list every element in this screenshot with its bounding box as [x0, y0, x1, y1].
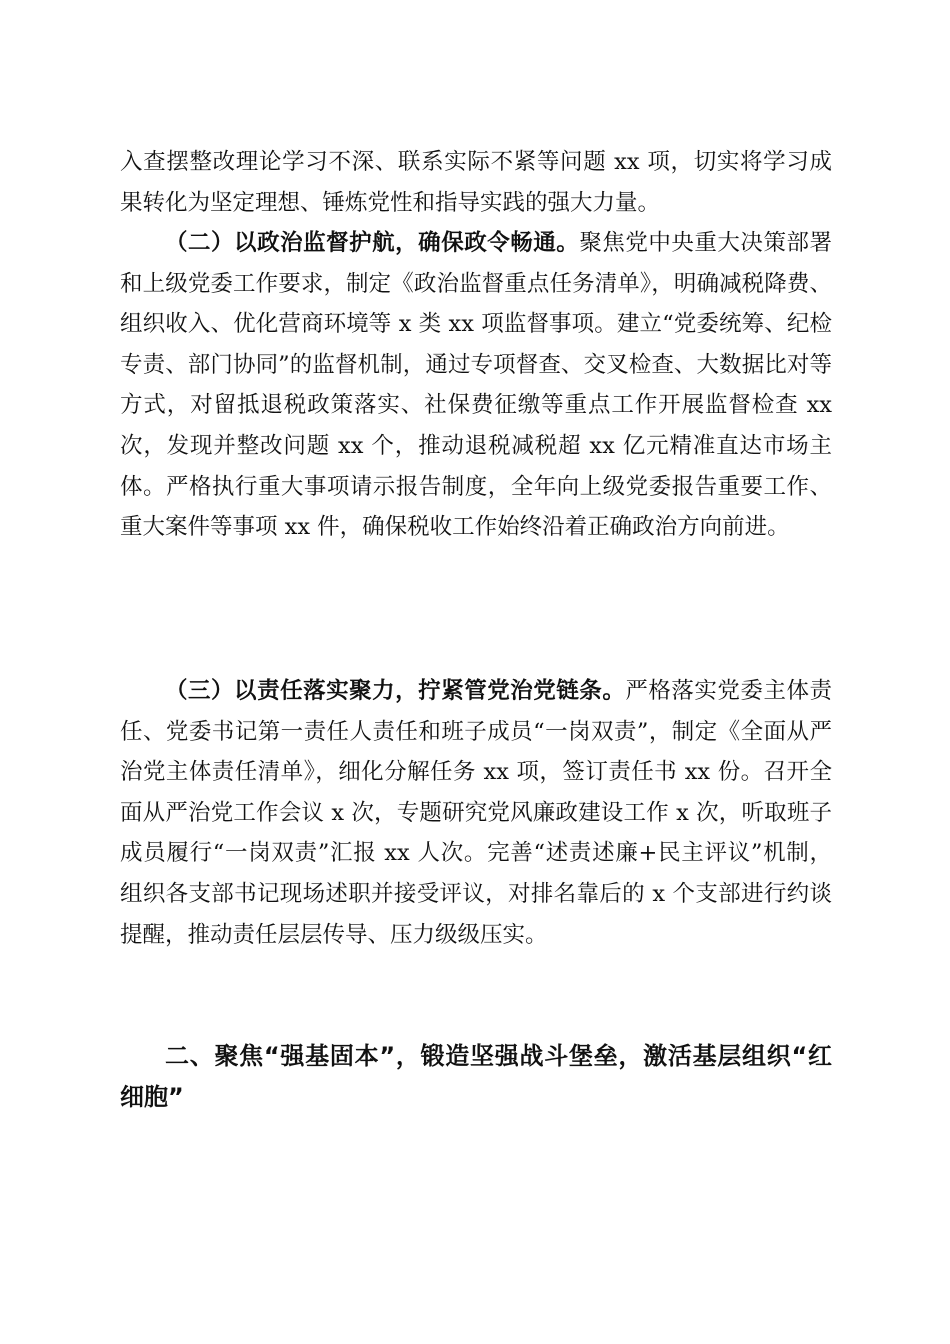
paragraph [120, 671, 832, 955]
paragraph-lead: （三）以责任落实聚力，拧紧管党治党链条。 [165, 678, 626, 704]
paragraph-body: 严格落实党委主体责任、党委书记第一责任人责任和班子成员“一岗双责”，制定《全面从严治党主体责任清单》，细化分解任务 xx 项，签订责任书 xx 份。召开全面从严治党工作会议 x 次，专题研究党风廉政建设工作 x 次，听取班子成员履行“一岗双责”汇报 xx 人次。完善“述责述廉+民主评议”机制，组织各支部书记现场述职并接受评议，对排名靠后的 x 个支部进行约谈提醒，推动责任层层传导、压力级级压实。 [120, 678, 832, 948]
paragraph-responsibility [120, 671, 832, 955]
paragraph-text: 入查摆整改理论学习不深、联系实际不紧等问题 xx 项，切实将学习成果转化为坚定理想、锤炼党性和指导实践的强大力量。 [120, 149, 832, 216]
paragraph [120, 223, 832, 548]
paragraph-lead: （二）以政治监督护航，确保政令畅通。 [165, 230, 580, 256]
paragraph-political-supervision [120, 223, 832, 548]
paragraph-body: 聚焦党中央重大决策部署和上级党委工作要求，制定《政治监督重点任务清单》，明确减税降费、组织收入、优化营商环境等 x 类 xx 项监督事项。建立“党委统筹、纪检专责、部门协同”的监督机制，通过专项督查、交叉检查、大数据比对等方式，对留抵退税政策落实、社保费征缴等重点工作开展监督检查 xx 次，发现并整改问题 xx 个，推动退税减税超 xx 亿元精准直达市场主体。严格执行重大事项请示报告制度，全年向上级党委报告重要工作、重大案件等事项 xx 件，确保税收工作始终沿着正确政治方向前进。 [120, 230, 832, 541]
section-heading: 二、聚焦“强基固本”，锻造坚强战斗堡垒，激活基层组织“红细胞” [120, 1042, 832, 1111]
paragraph-continuation [120, 142, 832, 223]
